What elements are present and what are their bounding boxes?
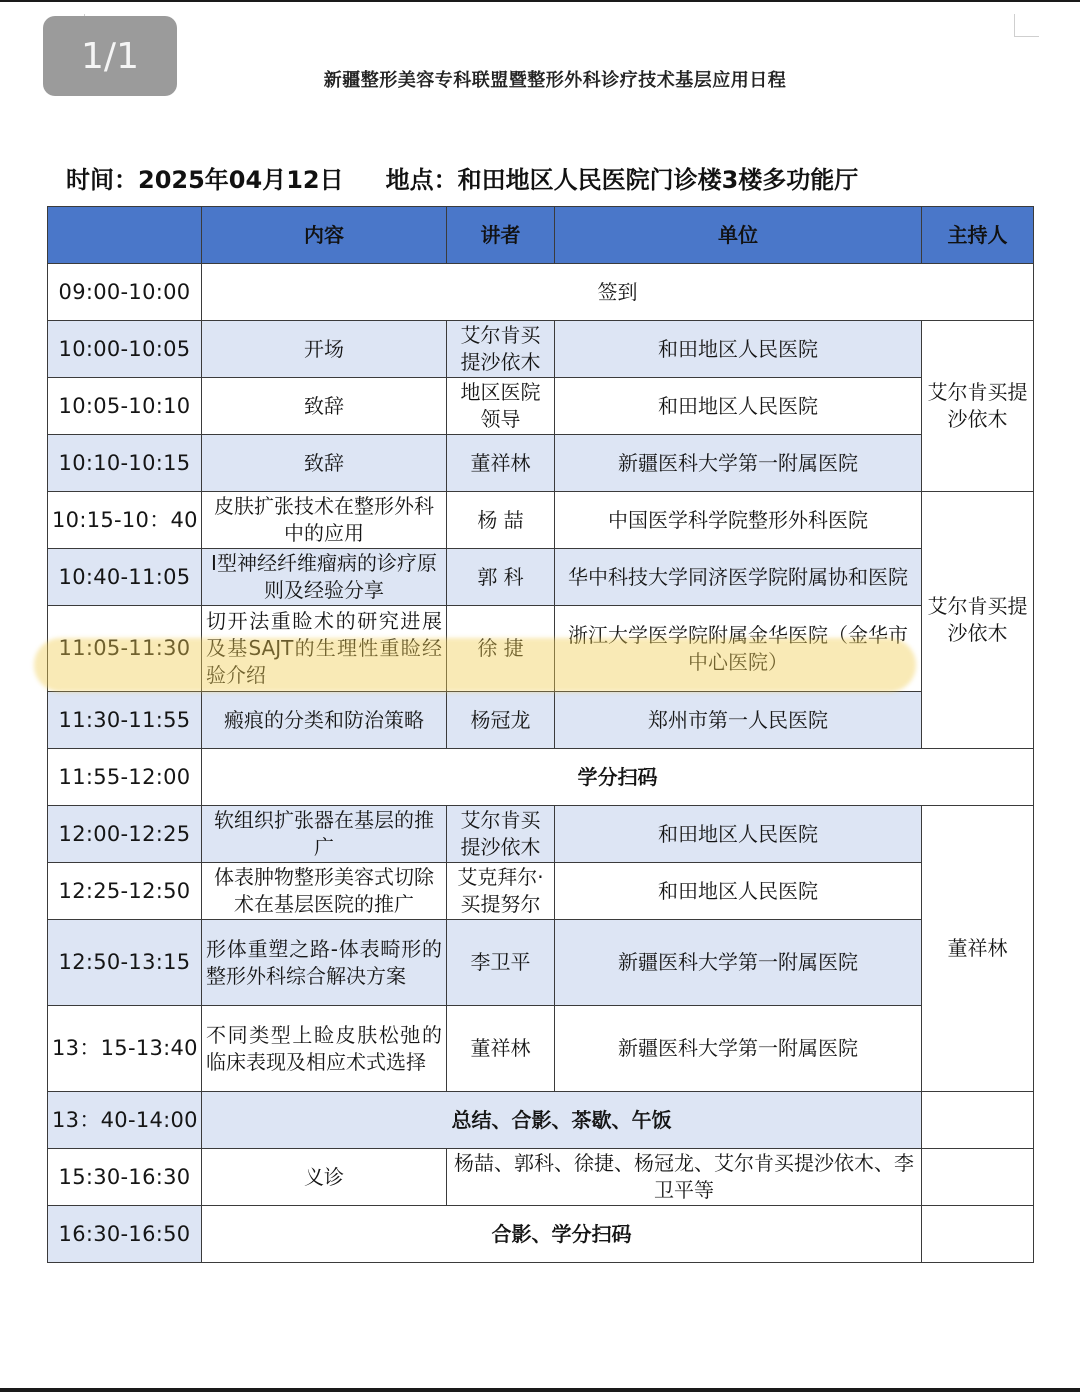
table-row	[48, 492, 1034, 549]
table-row	[48, 435, 1034, 492]
merged-cell: 学分扫码	[202, 749, 1034, 806]
time-cell: 12:00-12:25	[48, 806, 202, 863]
header-speaker: 讲者	[447, 207, 555, 264]
content-cell: I型神经纤维瘤病的诊疗原则及经验分享	[202, 549, 447, 606]
unit-cell: 和田地区人民医院	[555, 321, 922, 378]
table-row	[48, 378, 1034, 435]
time-location-line	[66, 160, 858, 195]
speaker-cell: 董祥林	[447, 1006, 555, 1092]
host-cell: 艾尔肯买提沙依木	[922, 321, 1034, 492]
document-title: 新疆整形美容专科联盟暨整形外科诊疗技术基层应用日程	[323, 70, 787, 91]
content-cell: 软组织扩张器在基层的推广	[202, 806, 447, 863]
table-row	[48, 1092, 1034, 1149]
table-row	[48, 749, 1034, 806]
content-cell: 体表肿物整形美容式切除术在基层医院的推广	[202, 863, 447, 920]
place-label: 地点：和田地区人民医院门诊楼3楼多功能厅	[385, 166, 859, 194]
speaker-cell: 董祥林	[447, 435, 555, 492]
table-row	[48, 1149, 1034, 1206]
host-cell: 董祥林	[922, 806, 1034, 1092]
time-cell: 16:30-16:50	[48, 1206, 202, 1263]
table-header-row	[48, 207, 1034, 264]
table-row	[48, 863, 1034, 920]
speaker-cell: 杨冠龙	[447, 692, 555, 749]
time-cell: 13：40-14:00	[48, 1092, 202, 1149]
speaker-cell: 李卫平	[447, 920, 555, 1006]
unit-cell: 郑州市第一人民医院	[555, 692, 922, 749]
content-cell: 开场	[202, 321, 447, 378]
unit-cell: 和田地区人民医院	[555, 378, 922, 435]
schedule-table	[47, 206, 1034, 1263]
speaker-cell: 艾尔肯买提沙依木	[447, 806, 555, 863]
speaker-cell: 郭 科	[447, 549, 555, 606]
content-cell: 皮肤扩张技术在整形外科中的应用	[202, 492, 447, 549]
page-indicator[interactable]: 1/1	[43, 16, 177, 96]
time-cell: 11:05-11:30	[48, 606, 202, 692]
unit-cell: 新疆医科大学第一附属医院	[555, 920, 922, 1006]
time-cell: 10:40-11:05	[48, 549, 202, 606]
table-row	[48, 264, 1034, 321]
time-cell: 10:15-10：40	[48, 492, 202, 549]
unit-cell: 华中科技大学同济医学院附属协和医院	[555, 549, 922, 606]
content-cell: 形体重塑之路-体表畸形的整形外科综合解决方案	[202, 920, 447, 1006]
host-cell-empty	[922, 1206, 1034, 1263]
table-row	[48, 606, 1034, 692]
host-cell: 艾尔肯买提沙依木	[922, 492, 1034, 749]
time-cell: 11:55-12:00	[48, 749, 202, 806]
content-cell: 瘢痕的分类和防治策略	[202, 692, 447, 749]
time-cell: 12:25-12:50	[48, 863, 202, 920]
header-content: 内容	[202, 207, 447, 264]
table-row	[48, 1006, 1034, 1092]
unit-cell: 浙江大学医学院附属金华医院（金华市中心医院）	[555, 606, 922, 692]
page-corner-mark-right	[1014, 14, 1039, 37]
time-cell: 10:10-10:15	[48, 435, 202, 492]
header-unit: 单位	[555, 207, 922, 264]
merged-cell: 签到	[202, 264, 1034, 321]
unit-cell: 新疆医科大学第一附属医院	[555, 435, 922, 492]
host-cell-empty	[922, 1149, 1034, 1206]
time-cell: 11:30-11:55	[48, 692, 202, 749]
unit-cell: 中国医学科学院整形外科医院	[555, 492, 922, 549]
content-cell: 切开法重睑术的研究进展及基SAJT的生理性重睑经验介绍	[202, 606, 447, 692]
header-host: 主持人	[922, 207, 1034, 264]
time-cell: 10:00-10:05	[48, 321, 202, 378]
header-time	[48, 207, 202, 264]
unit-cell: 和田地区人民医院	[555, 806, 922, 863]
speaker-cell: 艾克拜尔·买提努尔	[447, 863, 555, 920]
table-row	[48, 806, 1034, 863]
time-cell: 13：15-13:40	[48, 1006, 202, 1092]
content-cell: 致辞	[202, 435, 447, 492]
host-cell-empty	[922, 1092, 1034, 1149]
content-cell: 不同类型上睑皮肤松弛的临床表现及相应术式选择	[202, 1006, 447, 1092]
table-row	[48, 920, 1034, 1006]
content-cell: 致辞	[202, 378, 447, 435]
unit-cell: 和田地区人民医院	[555, 863, 922, 920]
speaker-cell: 徐 捷	[447, 606, 555, 692]
time-cell: 09:00-10:00	[48, 264, 202, 321]
table-row	[48, 692, 1034, 749]
merged-cell: 合影、学分扫码	[202, 1206, 922, 1263]
speaker-cell: 艾尔肯买提沙依木	[447, 321, 555, 378]
unit-cell: 新疆医科大学第一附属医院	[555, 1006, 922, 1092]
merged-cell: 总结、合影、茶歇、午饭	[202, 1092, 922, 1149]
top-border	[0, 0, 1080, 2]
time-cell: 15:30-16:30	[48, 1149, 202, 1206]
time-cell: 12:50-13:15	[48, 920, 202, 1006]
speaker-cell: 地区医院领导	[447, 378, 555, 435]
speaker-cell: 杨 喆	[447, 492, 555, 549]
speaker-unit-cell: 杨喆、郭科、徐捷、杨冠龙、艾尔肯买提沙依木、李卫平等	[447, 1149, 922, 1206]
table-row	[48, 321, 1034, 378]
bottom-border	[0, 1388, 1080, 1392]
time-label: 时间：2025年04月12日	[66, 166, 344, 194]
time-cell: 10:05-10:10	[48, 378, 202, 435]
table-row	[48, 1206, 1034, 1263]
content-cell: 义诊	[202, 1149, 447, 1206]
table-row	[48, 549, 1034, 606]
